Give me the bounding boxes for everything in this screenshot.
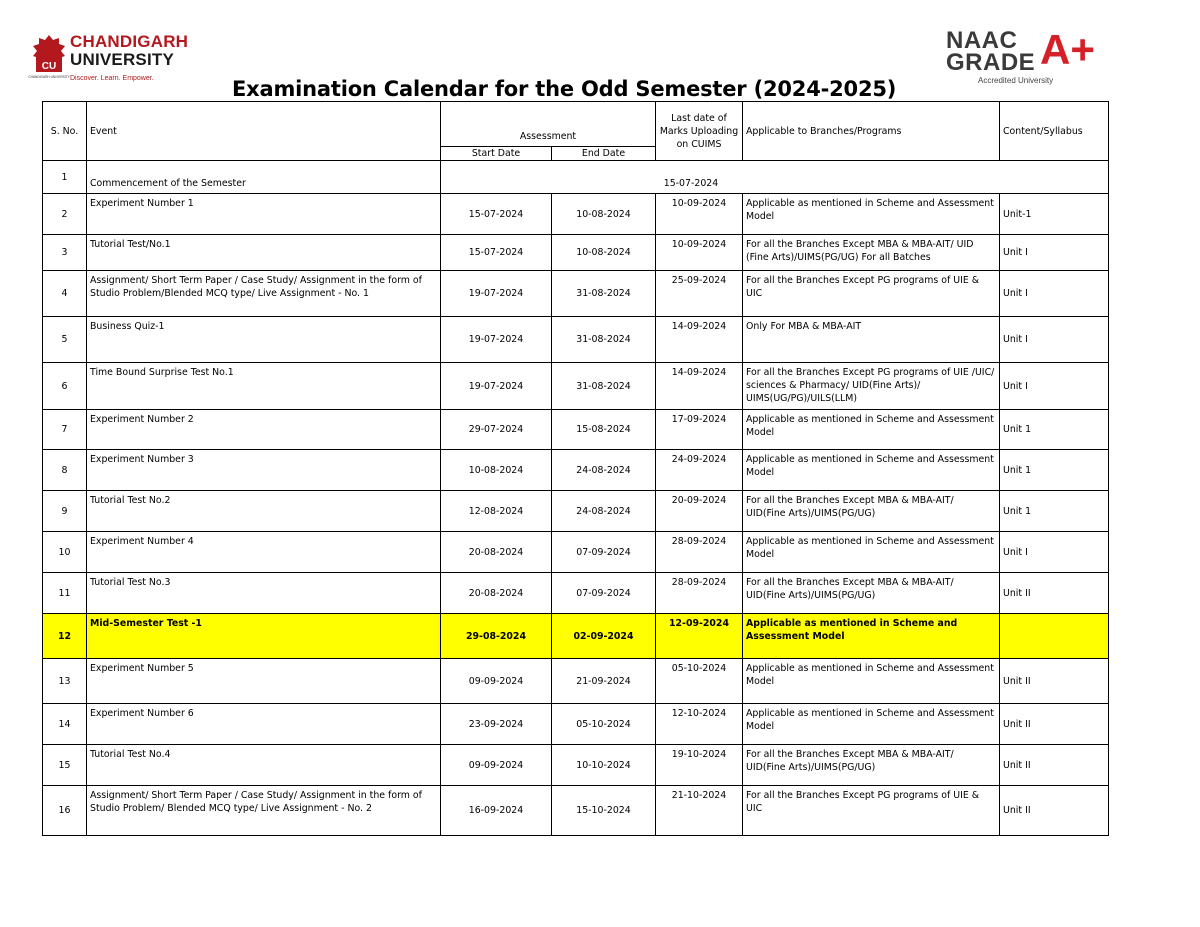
row-start-date: 09-09-2024 <box>441 659 552 704</box>
table-row <box>43 450 1109 491</box>
row-last-date: 25-09-2024 <box>656 271 743 317</box>
row-content: Unit I <box>1000 271 1109 317</box>
row-content: Unit I <box>1000 235 1109 271</box>
row-end-date: 10-08-2024 <box>552 235 656 271</box>
row-applicable: Applicable as mentioned in Scheme and Assessment Model <box>743 659 1000 704</box>
row-event: Experiment Number 6 <box>87 704 441 745</box>
table-row <box>43 786 1109 836</box>
row-sno: 16 <box>43 786 87 836</box>
table-row <box>43 573 1109 614</box>
row-content: Unit 1 <box>1000 450 1109 491</box>
row-event: Tutorial Test No.2 <box>87 491 441 532</box>
row-content: Unit II <box>1000 659 1109 704</box>
row-last-date: 24-09-2024 <box>656 450 743 491</box>
row-content: Unit II <box>1000 786 1109 836</box>
row-sno: 11 <box>43 573 87 614</box>
examination-calendar-table <box>42 101 1109 836</box>
row-end-date: 24-08-2024 <box>552 491 656 532</box>
row-content: Unit I <box>1000 363 1109 410</box>
row-content: Unit I <box>1000 532 1109 573</box>
row-sno: 7 <box>43 410 87 450</box>
table-row <box>43 317 1109 363</box>
row-sno: 8 <box>43 450 87 491</box>
row-event: Experiment Number 1 <box>87 194 441 235</box>
naac-line2: GRADE <box>946 49 1036 76</box>
row-event: Business Quiz-1 <box>87 317 441 363</box>
header-applicable: Applicable to Branches/Programs <box>743 102 1000 161</box>
row-applicable: Applicable as mentioned in Scheme and Assessment Model <box>743 410 1000 450</box>
naac-line1: NAAC <box>946 27 1018 54</box>
row-last-date: 20-09-2024 <box>656 491 743 532</box>
row-end-date: 07-09-2024 <box>552 532 656 573</box>
row-sno: 15 <box>43 745 87 786</box>
row-event: Tutorial Test No.4 <box>87 745 441 786</box>
row-event: Assignment/ Short Term Paper / Case Study/ Assignment in the form of Studio Problem/ Blended MCQ type/ Live Assignment - No. 2 <box>87 786 441 836</box>
row-merged-date: 15-07-2024 <box>441 161 1109 194</box>
header-end-date: End Date <box>552 147 656 161</box>
row-start-date: 15-07-2024 <box>441 235 552 271</box>
row-last-date: 28-09-2024 <box>656 573 743 614</box>
row-sno: 6 <box>43 363 87 410</box>
row-content: Unit II <box>1000 573 1109 614</box>
table-row <box>43 704 1109 745</box>
row-applicable: For all the Branches Except PG programs of UIE & UIC <box>743 786 1000 836</box>
page-title: Examination Calendar for the Odd Semester (2024-2025) <box>232 77 897 101</box>
row-event: Mid-Semester Test -1 <box>87 614 441 659</box>
row-event: Experiment Number 2 <box>87 410 441 450</box>
row-start-date: 20-08-2024 <box>441 532 552 573</box>
row-start-date: 19-07-2024 <box>441 363 552 410</box>
naac-grade-logo <box>946 26 1106 86</box>
row-sno: 14 <box>43 704 87 745</box>
row-last-date: 19-10-2024 <box>656 745 743 786</box>
emblem-caption: CHANDIGARH UNIVERSITY <box>28 75 70 79</box>
table-row <box>43 235 1109 271</box>
header-sno: S. No. <box>43 102 87 161</box>
row-last-date: 14-09-2024 <box>656 363 743 410</box>
row-last-date: 10-09-2024 <box>656 235 743 271</box>
row-end-date: 05-10-2024 <box>552 704 656 745</box>
row-applicable: Applicable as mentioned in Scheme and Assessment Model <box>743 532 1000 573</box>
row-end-date: 31-08-2024 <box>552 271 656 317</box>
row-last-date: 10-09-2024 <box>656 194 743 235</box>
row-end-date: 10-10-2024 <box>552 745 656 786</box>
row-start-date: 19-07-2024 <box>441 317 552 363</box>
chandigarh-university-logo <box>28 32 192 88</box>
row-sno: 9 <box>43 491 87 532</box>
header-last-date: Last date of Marks Uploading on CUIMS <box>656 102 743 161</box>
university-name-line1: CHANDIGARH <box>70 32 189 51</box>
row-end-date: 31-08-2024 <box>552 317 656 363</box>
row-last-date: 21-10-2024 <box>656 786 743 836</box>
row-end-date: 21-09-2024 <box>552 659 656 704</box>
calendar-body <box>43 161 1109 836</box>
row-event: Experiment Number 4 <box>87 532 441 573</box>
row-applicable: Applicable as mentioned in Scheme and Assessment Model <box>743 704 1000 745</box>
row-applicable: For all the Branches Except PG programs of UIE & UIC <box>743 271 1000 317</box>
emblem-letters: CU <box>41 61 57 72</box>
table-row <box>43 659 1109 704</box>
row-applicable: For all the Branches Except MBA & MBA-AIT/ UID (Fine Arts)/UIMS(PG/UG) For all Batches <box>743 235 1000 271</box>
university-name-line2: UNIVERSITY <box>70 50 175 69</box>
row-start-date: 19-07-2024 <box>441 271 552 317</box>
row-end-date: 10-08-2024 <box>552 194 656 235</box>
row-content: Unit I <box>1000 317 1109 363</box>
university-emblem-icon <box>28 34 70 84</box>
row-start-date: 29-07-2024 <box>441 410 552 450</box>
row-start-date: 10-08-2024 <box>441 450 552 491</box>
row-sno: 2 <box>43 194 87 235</box>
row-applicable: For all the Branches Except MBA & MBA-AIT/ UID(Fine Arts)/UIMS(PG/UG) <box>743 745 1000 786</box>
row-content <box>1000 614 1109 659</box>
row-start-date: 15-07-2024 <box>441 194 552 235</box>
row-sno: 1 <box>43 161 87 194</box>
row-content: Unit II <box>1000 704 1109 745</box>
header-assessment: Assessment <box>441 102 656 147</box>
table-row <box>43 614 1109 659</box>
row-sno: 4 <box>43 271 87 317</box>
row-last-date: 17-09-2024 <box>656 410 743 450</box>
header-content: Content/Syllabus <box>1000 102 1109 161</box>
table-row <box>43 363 1109 410</box>
row-start-date: 29-08-2024 <box>441 614 552 659</box>
row-event: Assignment/ Short Term Paper / Case Study/ Assignment in the form of Studio Problem/Blended MCQ type/ Live Assignment - No. 1 <box>87 271 441 317</box>
row-end-date: 15-10-2024 <box>552 786 656 836</box>
row-start-date: 20-08-2024 <box>441 573 552 614</box>
row-applicable: Applicable as mentioned in Scheme and Assessment Model <box>743 194 1000 235</box>
row-content: Unit-1 <box>1000 194 1109 235</box>
row-applicable: For all the Branches Except PG programs of UIE /UIC/ sciences & Pharmacy/ UID(Fine Arts)/ UIMS(UG/PG)/UILS(LLM) <box>743 363 1000 410</box>
naac-grade-value: A+ <box>1040 26 1095 73</box>
table-row <box>43 491 1109 532</box>
row-last-date: 12-10-2024 <box>656 704 743 745</box>
header-event: Event <box>87 102 441 161</box>
row-sno: 13 <box>43 659 87 704</box>
row-last-date: 05-10-2024 <box>656 659 743 704</box>
row-content: Unit II <box>1000 745 1109 786</box>
row-event: Time Bound Surprise Test No.1 <box>87 363 441 410</box>
row-sno: 3 <box>43 235 87 271</box>
row-applicable: For all the Branches Except MBA & MBA-AIT/ UID(Fine Arts)/UIMS(PG/UG) <box>743 573 1000 614</box>
naac-text <box>946 27 1036 76</box>
table-row <box>43 745 1109 786</box>
row-sno: 5 <box>43 317 87 363</box>
row-applicable: Only For MBA & MBA-AIT <box>743 317 1000 363</box>
table-row <box>43 532 1109 573</box>
row-applicable: For all the Branches Except MBA & MBA-AIT/ UID(Fine Arts)/UIMS(PG/UG) <box>743 491 1000 532</box>
table-row <box>43 271 1109 317</box>
row-last-date: 14-09-2024 <box>656 317 743 363</box>
table-row <box>43 161 1109 194</box>
table-row <box>43 410 1109 450</box>
row-content: Unit 1 <box>1000 491 1109 532</box>
row-content: Unit 1 <box>1000 410 1109 450</box>
row-event: Tutorial Test No.3 <box>87 573 441 614</box>
row-start-date: 23-09-2024 <box>441 704 552 745</box>
row-start-date: 09-09-2024 <box>441 745 552 786</box>
row-start-date: 16-09-2024 <box>441 786 552 836</box>
table-row <box>43 194 1109 235</box>
row-start-date: 12-08-2024 <box>441 491 552 532</box>
row-event: Commencement of the Semester <box>87 161 441 194</box>
header-start-date: Start Date <box>441 147 552 161</box>
row-event: Experiment Number 3 <box>87 450 441 491</box>
row-event: Tutorial Test/No.1 <box>87 235 441 271</box>
row-event: Experiment Number 5 <box>87 659 441 704</box>
row-end-date: 31-08-2024 <box>552 363 656 410</box>
row-end-date: 15-08-2024 <box>552 410 656 450</box>
row-end-date: 24-08-2024 <box>552 450 656 491</box>
row-sno: 12 <box>43 614 87 659</box>
university-name <box>70 33 188 69</box>
row-last-date: 28-09-2024 <box>656 532 743 573</box>
university-tagline: Discover. Learn. Empower. <box>70 75 154 82</box>
row-sno: 10 <box>43 532 87 573</box>
row-applicable: Applicable as mentioned in Scheme and Assessment Model <box>743 614 1000 659</box>
row-end-date: 07-09-2024 <box>552 573 656 614</box>
row-end-date: 02-09-2024 <box>552 614 656 659</box>
row-last-date: 12-09-2024 <box>656 614 743 659</box>
naac-subtitle: Accredited University <box>978 76 1054 85</box>
row-applicable: Applicable as mentioned in Scheme and Assessment Model <box>743 450 1000 491</box>
